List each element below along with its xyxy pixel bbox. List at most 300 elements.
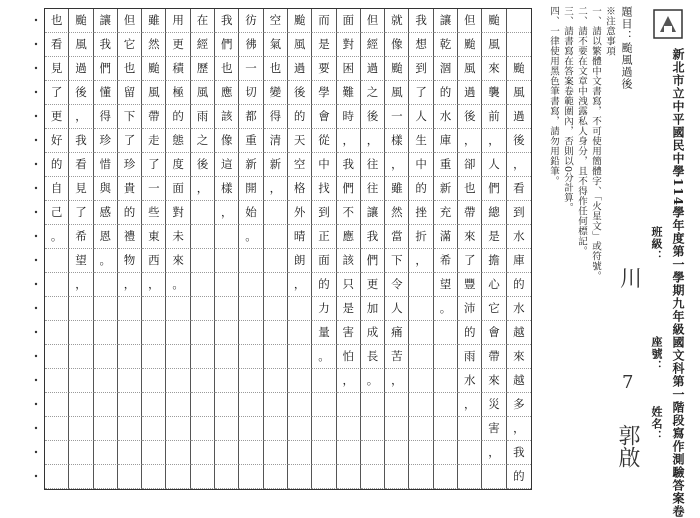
- grid-cell: 對: [337, 33, 361, 57]
- grid-cell: ，: [215, 201, 239, 225]
- grid-cell: 見: [45, 57, 69, 81]
- grid-cell: [312, 417, 336, 441]
- grid-cell: [458, 417, 482, 441]
- grid-cell: 害: [482, 417, 506, 441]
- grid-cell: [45, 441, 69, 465]
- grid-cell: [288, 465, 312, 489]
- grid-cell: 後: [507, 129, 531, 153]
- grid-cell: [264, 321, 288, 345]
- class-label: 班級：: [650, 226, 663, 262]
- grid-cell: [434, 465, 458, 489]
- grid-cell: 來: [482, 369, 506, 393]
- note-1: 一、請以繁體中文書寫，不可使用簡體字、「火星文」或符號。: [590, 6, 601, 282]
- grid-cell: [166, 417, 190, 441]
- grid-cell: 往: [361, 153, 385, 177]
- grid-cell: 禮: [118, 225, 142, 249]
- grid-cell: 想: [409, 33, 433, 57]
- grid-cell: 歷: [191, 57, 215, 81]
- grid-cell: 物: [118, 249, 142, 273]
- grid-cell: [288, 417, 312, 441]
- grid-cell: 前: [482, 105, 506, 129]
- grid-cell: 見: [69, 177, 93, 201]
- grid-cell: [191, 417, 215, 441]
- grid-cell: 。: [94, 249, 118, 273]
- grid-cell: 從: [312, 129, 336, 153]
- grid-cell: 但: [458, 9, 482, 33]
- grid-cell: 的: [434, 81, 458, 105]
- grid-cell: ，: [337, 369, 361, 393]
- grid-cell: 風: [507, 81, 531, 105]
- grid-cell: 找: [312, 177, 336, 201]
- header-block: [640, 6, 698, 518]
- grid-cell: 面: [312, 249, 336, 273]
- grid-cell: 會: [312, 105, 336, 129]
- grid-cell: [94, 465, 118, 489]
- grid-cell: 我: [409, 9, 433, 33]
- grid-cell: 晴: [288, 225, 312, 249]
- grid-cell: [142, 393, 166, 417]
- grid-cell: 看: [69, 153, 93, 177]
- grid-cell: ，: [482, 441, 506, 465]
- grid-cell: 到: [312, 201, 336, 225]
- grid-cell: 它: [482, 297, 506, 321]
- grid-cell: 經: [191, 33, 215, 57]
- grid-cell: [288, 369, 312, 393]
- row-marks: [30, 8, 42, 490]
- grid-cell: 襲: [482, 81, 506, 105]
- grid-cell: 的: [312, 273, 336, 297]
- grid-cell: 滿: [434, 225, 458, 249]
- grid-cell: 走: [142, 129, 166, 153]
- grid-cell: 了: [45, 81, 69, 105]
- grid-cell: 清: [264, 129, 288, 153]
- grid-cell: 是: [337, 297, 361, 321]
- grid-cell: 切: [239, 81, 263, 105]
- grid-cell: 。: [312, 345, 336, 369]
- grid-cell: 帶: [482, 345, 506, 369]
- grid-cell: [264, 345, 288, 369]
- note-4: 四、一律使用黑色筆書寫，請勿用鉛筆。: [548, 6, 559, 186]
- grid-cell: 一: [239, 57, 263, 81]
- grid-cell: [69, 417, 93, 441]
- grid-cell: [215, 273, 239, 297]
- grid-cell: ，: [507, 417, 531, 441]
- grid-cell: 雨: [458, 345, 482, 369]
- grid-cell: 用: [166, 9, 190, 33]
- grid-cell: 風: [385, 81, 409, 105]
- grid-cell: [264, 273, 288, 297]
- grid-cell: [166, 297, 190, 321]
- grid-cell: 後: [69, 81, 93, 105]
- grid-cell: [191, 297, 215, 321]
- grid-cell: 害: [337, 321, 361, 345]
- grid-cell: ，: [482, 129, 506, 153]
- grid-cell: 也: [264, 57, 288, 81]
- grid-cell: 越: [507, 369, 531, 393]
- grid-cell: 懂: [94, 81, 118, 105]
- grid-cell: [191, 393, 215, 417]
- grid-cell: 留: [118, 81, 142, 105]
- grid-cell: 過: [507, 105, 531, 129]
- grid-cell: [361, 393, 385, 417]
- grid-cell: [264, 465, 288, 489]
- grid-cell: 不: [337, 201, 361, 225]
- grid-cell: 乾: [434, 33, 458, 57]
- grid-cell: 的: [288, 105, 312, 129]
- grid-cell: [215, 225, 239, 249]
- grid-cell: [409, 321, 433, 345]
- grid-cell: 極: [166, 81, 190, 105]
- grid-cell: [69, 369, 93, 393]
- grid-cell: [409, 297, 433, 321]
- grid-cell: 面: [337, 9, 361, 33]
- grid-cell: [337, 393, 361, 417]
- grid-cell: 經: [361, 33, 385, 57]
- grid-cell: 風: [142, 81, 166, 105]
- grid-cell: 來: [482, 57, 506, 81]
- grid-cell: 讓: [94, 9, 118, 33]
- grid-cell: 庫: [434, 129, 458, 153]
- grid-cell: [215, 417, 239, 441]
- grid-cell: [215, 345, 239, 369]
- grid-cell: 的: [409, 177, 433, 201]
- grid-cell: 的: [458, 321, 482, 345]
- grid-cell: 也: [458, 177, 482, 201]
- grid-cell: 恩: [94, 225, 118, 249]
- grid-cell: 樣: [385, 129, 409, 153]
- grid-cell: 都: [239, 105, 263, 129]
- grid-cell: 到: [507, 201, 531, 225]
- grid-cell: 過: [458, 81, 482, 105]
- grid-cell: 總: [482, 201, 506, 225]
- grid-cell: 令: [385, 273, 409, 297]
- grid-cell: 擔: [482, 249, 506, 273]
- grid-cell: 人: [385, 297, 409, 321]
- grid-cell: 我: [337, 153, 361, 177]
- grid-cell: 重: [239, 129, 263, 153]
- grid-cell: 生: [409, 129, 433, 153]
- grid-cell: 我: [507, 441, 531, 465]
- grid-cell: 我: [361, 225, 385, 249]
- grid-cell: 心: [482, 273, 506, 297]
- grid-cell: 帶: [142, 105, 166, 129]
- grid-cell: [385, 393, 409, 417]
- grid-cell: [191, 441, 215, 465]
- grid-cell: 氣: [264, 33, 288, 57]
- grid-cell: ，: [142, 273, 166, 297]
- grid-cell: 的: [118, 201, 142, 225]
- grid-cell: 了: [458, 249, 482, 273]
- grid-cell: 希: [69, 225, 93, 249]
- notes-heading: ※注意事項: [604, 6, 615, 56]
- grid-cell: 過: [361, 57, 385, 81]
- grid-cell: 們: [361, 249, 385, 273]
- grid-cell: [45, 273, 69, 297]
- grid-cell: 自: [45, 177, 69, 201]
- grid-cell: 好: [45, 129, 69, 153]
- grid-cell: ，: [458, 393, 482, 417]
- grid-cell: [215, 249, 239, 273]
- grid-cell: [215, 465, 239, 489]
- grid-cell: [239, 465, 263, 489]
- grid-cell: 面: [166, 177, 190, 201]
- grid-cell: [69, 321, 93, 345]
- grid-cell: [507, 33, 531, 57]
- grid-cell: 只: [337, 273, 361, 297]
- grid-cell: [94, 273, 118, 297]
- grid-cell: [385, 441, 409, 465]
- grid-cell: 來: [507, 345, 531, 369]
- grid-cell: 朗: [288, 249, 312, 273]
- grid-cell: ，: [385, 153, 409, 177]
- grid-cell: [166, 465, 190, 489]
- name-label: 姓名：: [650, 406, 663, 442]
- grid-cell: [312, 465, 336, 489]
- grid-cell: [264, 393, 288, 417]
- grid-cell: 下: [385, 249, 409, 273]
- grid-cell: 而: [312, 9, 336, 33]
- grid-cell: [191, 345, 215, 369]
- grid-cell: 一: [385, 105, 409, 129]
- grid-cell: 過: [69, 57, 93, 81]
- grid-cell: 。: [239, 225, 263, 249]
- grid-cell: 中: [312, 153, 336, 177]
- grid-cell: 颱: [458, 33, 482, 57]
- grid-cell: [215, 369, 239, 393]
- grid-cell: [288, 345, 312, 369]
- grid-cell: 折: [409, 225, 433, 249]
- grid-cell: [507, 9, 531, 33]
- grid-cell: 們: [482, 177, 506, 201]
- grid-cell: ，: [409, 249, 433, 273]
- grid-cell: 這: [215, 153, 239, 177]
- grid-cell: 後: [361, 105, 385, 129]
- grid-cell: 們: [94, 57, 118, 81]
- grid-cell: [409, 345, 433, 369]
- grid-cell: 怕: [337, 345, 361, 369]
- grid-cell: 後: [288, 81, 312, 105]
- grid-cell: 然: [385, 201, 409, 225]
- grid-cell: 感: [94, 201, 118, 225]
- grid-cell: 颱: [142, 57, 166, 81]
- grid-cell: 颱: [69, 9, 93, 33]
- grid-cell: 我: [69, 129, 93, 153]
- grid-cell: [361, 417, 385, 441]
- grid-cell: 之: [191, 129, 215, 153]
- grid-cell: 充: [434, 201, 458, 225]
- grid-cell: 雖: [142, 9, 166, 33]
- topic-title: 題目：颱風過後: [620, 6, 633, 90]
- grid-cell: 來: [458, 225, 482, 249]
- grid-cell: 望: [434, 273, 458, 297]
- grid-cell: [191, 369, 215, 393]
- grid-cell: [337, 465, 361, 489]
- grid-cell: [142, 417, 166, 441]
- grid-cell: ，: [507, 153, 531, 177]
- grid-cell: 度: [166, 153, 190, 177]
- grid-cell: 惜: [94, 153, 118, 177]
- grid-cell: 像: [385, 33, 409, 57]
- grid-cell: [215, 297, 239, 321]
- grid-cell: [409, 417, 433, 441]
- grid-cell: 來: [166, 249, 190, 273]
- note-2: 二、請不要在文章中洩露私人身分，且不得作任何標記。: [576, 6, 587, 256]
- grid-cell: [288, 321, 312, 345]
- grid-cell: [409, 393, 433, 417]
- writing-grid: [44, 8, 532, 490]
- instructions-block: [540, 6, 632, 306]
- grid-cell: ，: [458, 129, 482, 153]
- grid-cell: 讓: [361, 201, 385, 225]
- grid-cell: ，: [69, 273, 93, 297]
- grid-cell: 的: [507, 465, 531, 489]
- grid-cell: 颱: [507, 57, 531, 81]
- grid-cell: ，: [288, 273, 312, 297]
- grid-cell: 但: [361, 9, 385, 33]
- grid-cell: 了: [142, 153, 166, 177]
- grid-cell: [361, 441, 385, 465]
- grid-cell: [166, 345, 190, 369]
- grid-cell: 望: [69, 249, 93, 273]
- grid-cell: [69, 345, 93, 369]
- grid-cell: 應: [215, 81, 239, 105]
- grid-cell: [409, 441, 433, 465]
- grid-cell: 風: [458, 57, 482, 81]
- grid-cell: 是: [312, 33, 336, 57]
- grid-cell: ，: [337, 129, 361, 153]
- grid-cell: 變: [264, 81, 288, 105]
- grid-cell: [312, 369, 336, 393]
- grid-cell: 得: [264, 105, 288, 129]
- grid-cell: [288, 393, 312, 417]
- class-value: 川: [620, 267, 643, 292]
- grid-cell: 也: [215, 57, 239, 81]
- grid-cell: 苦: [385, 345, 409, 369]
- grid-cell: 越: [507, 321, 531, 345]
- grid-cell: 格: [288, 177, 312, 201]
- grid-cell: 沛: [458, 297, 482, 321]
- grid-cell: ，: [191, 177, 215, 201]
- grid-cell: 庫: [507, 249, 531, 273]
- grid-cell: [239, 441, 263, 465]
- grid-cell: 也: [118, 57, 142, 81]
- grid-cell: 當: [385, 225, 409, 249]
- grid-cell: 該: [215, 105, 239, 129]
- grid-cell: 該: [337, 249, 361, 273]
- grid-cell: 了: [118, 129, 142, 153]
- seat-label: 座號：: [650, 336, 663, 372]
- grid-cell: [337, 417, 361, 441]
- grid-cell: 人: [482, 153, 506, 177]
- grid-cell: [239, 345, 263, 369]
- grid-cell: [264, 225, 288, 249]
- grid-cell: 它: [118, 33, 142, 57]
- grid-cell: [94, 297, 118, 321]
- grid-cell: 得: [94, 105, 118, 129]
- grid-cell: [94, 417, 118, 441]
- grid-cell: [264, 201, 288, 225]
- grid-cell: [215, 321, 239, 345]
- grid-cell: [458, 441, 482, 465]
- grid-cell: 彷: [239, 9, 263, 33]
- grid-cell: [458, 465, 482, 489]
- grid-cell: [434, 441, 458, 465]
- grid-cell: 。: [434, 297, 458, 321]
- grid-cell: 中: [409, 153, 433, 177]
- grid-cell: [385, 417, 409, 441]
- grid-cell: [434, 369, 458, 393]
- grid-cell: 積: [166, 57, 190, 81]
- grid-cell: [264, 297, 288, 321]
- grid-cell: 更: [45, 105, 69, 129]
- grid-cell: 與: [94, 177, 118, 201]
- grid-cell: 之: [361, 81, 385, 105]
- grid-cell: [434, 321, 458, 345]
- grid-cell: 加: [361, 297, 385, 321]
- grid-cell: 帶: [458, 201, 482, 225]
- grid-cell: 多: [507, 393, 531, 417]
- grid-cell: 雨: [191, 105, 215, 129]
- grid-cell: ，: [361, 129, 385, 153]
- seat-value: 7: [622, 372, 634, 393]
- grid-cell: 一: [142, 177, 166, 201]
- grid-cell: 颱: [288, 9, 312, 33]
- grid-cell: [264, 441, 288, 465]
- grid-cell: 在: [191, 9, 215, 33]
- grid-cell: 力: [312, 297, 336, 321]
- grid-cell: [264, 369, 288, 393]
- grid-cell: 的: [507, 273, 531, 297]
- grid-cell: [337, 441, 361, 465]
- grid-cell: 成: [361, 321, 385, 345]
- grid-cell: 水: [507, 225, 531, 249]
- grid-cell: [191, 465, 215, 489]
- grid-cell: [142, 369, 166, 393]
- grid-cell: 看: [507, 177, 531, 201]
- grid-cell: [239, 369, 263, 393]
- grid-cell: [166, 369, 190, 393]
- grid-cell: 也: [45, 9, 69, 33]
- grid-cell: [142, 465, 166, 489]
- grid-cell: [69, 465, 93, 489]
- grid-cell: 始: [239, 201, 263, 225]
- grid-cell: [191, 225, 215, 249]
- grid-cell: 是: [482, 225, 506, 249]
- grid-cell: 風: [191, 81, 215, 105]
- grid-cell: 往: [361, 177, 385, 201]
- grid-cell: 長: [361, 345, 385, 369]
- grid-cell: 。: [45, 225, 69, 249]
- grid-cell: [409, 369, 433, 393]
- grid-cell: ，: [69, 105, 93, 129]
- grid-cell: 到: [409, 57, 433, 81]
- grid-cell: 。: [166, 273, 190, 297]
- grid-cell: 了: [69, 201, 93, 225]
- grid-cell: [239, 393, 263, 417]
- grid-cell: 們: [337, 177, 361, 201]
- grid-cell: 們: [215, 33, 239, 57]
- grid-cell: [409, 465, 433, 489]
- grid-cell: 的: [166, 105, 190, 129]
- grid-cell: 挫: [409, 201, 433, 225]
- grid-cell: [434, 417, 458, 441]
- grid-cell: 未: [166, 225, 190, 249]
- grid-cell: [312, 393, 336, 417]
- grid-cell: 颱: [482, 9, 506, 33]
- grid-cell: 然: [142, 33, 166, 57]
- grid-cell: 豐: [458, 273, 482, 297]
- grid-cell: 像: [215, 129, 239, 153]
